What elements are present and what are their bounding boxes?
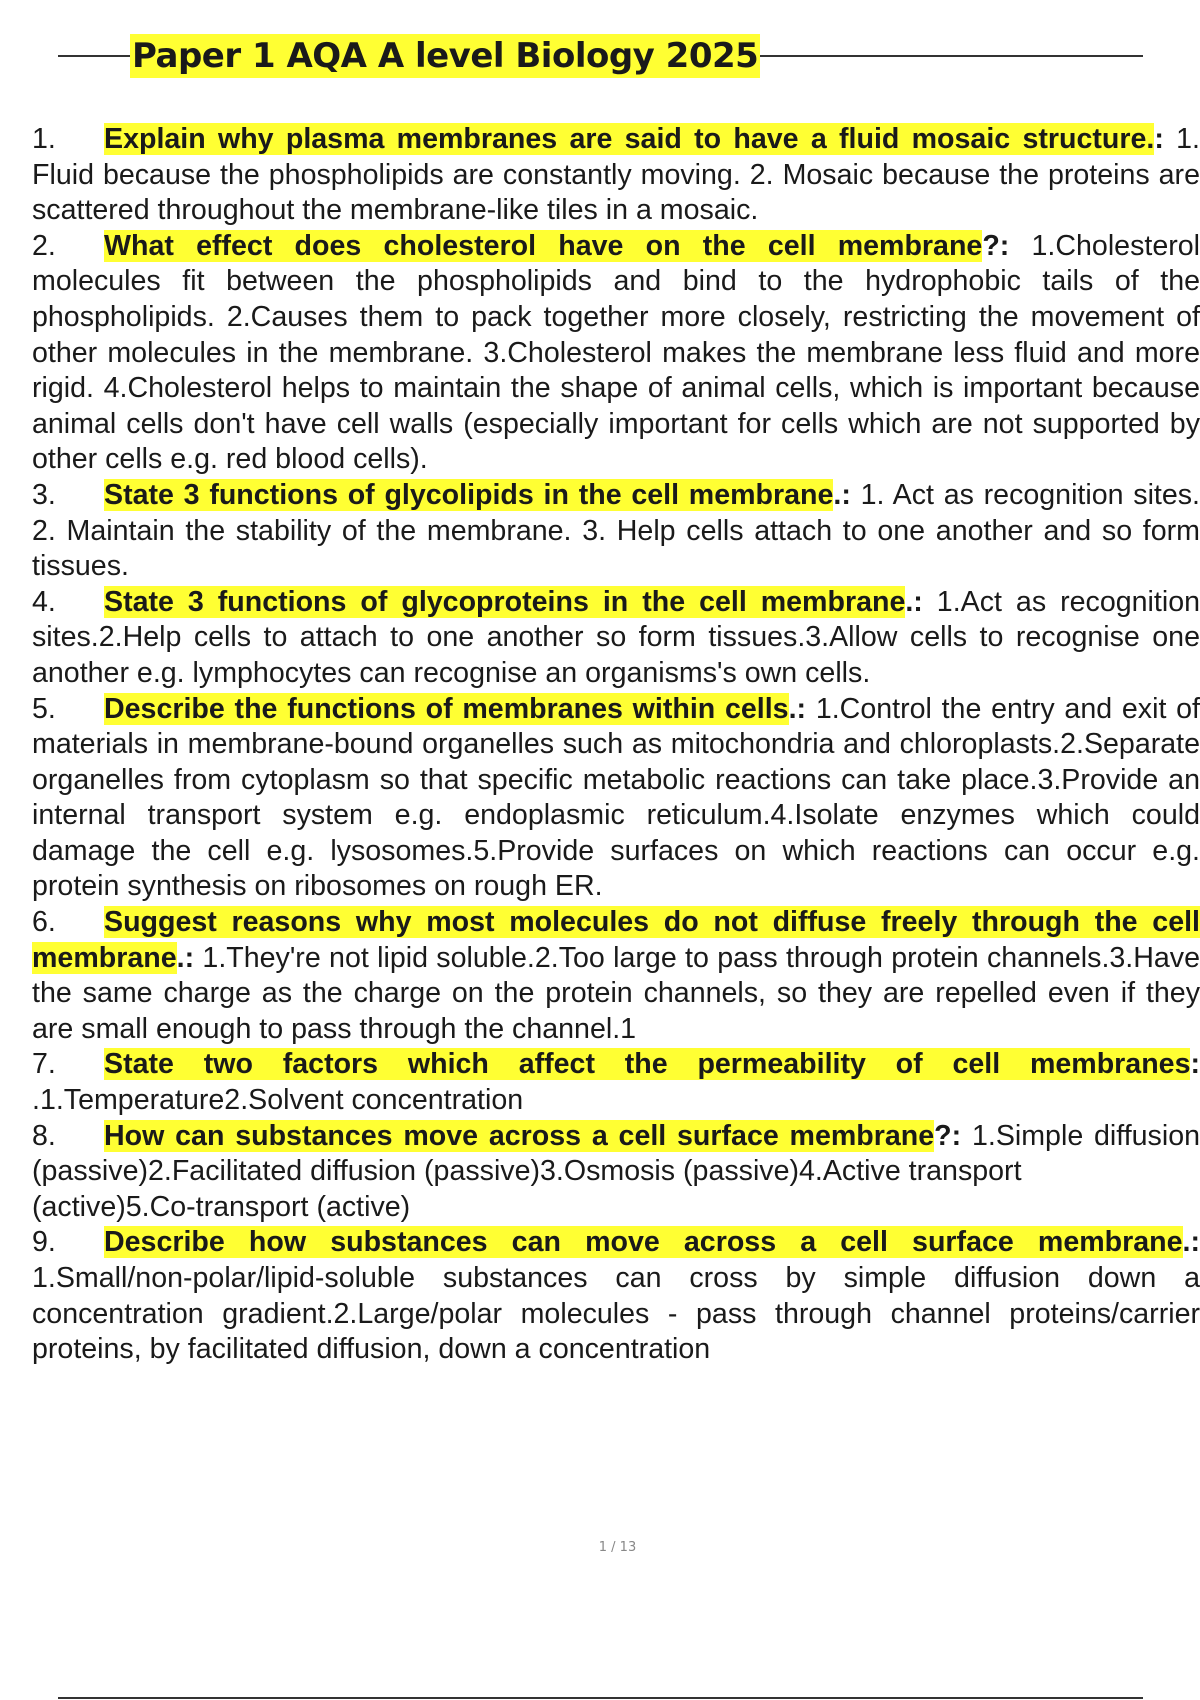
- question-number: 4.: [32, 585, 56, 618]
- answer-text: 1.They're not lipid soluble.2.Too large to pass through protein channels.3.Have the same charge as the charge on the protein channels, so they are repelled even if they are small enough to pass through the channel.1: [32, 941, 1200, 1045]
- question-text: State two factors which affect the permeability of cell membranes: [104, 1048, 1191, 1081]
- answer-text: 1. Fluid because the phospholipids are constantly moving. 2. Mosaic because the proteins are scattered throughout the membrane-like tiles in a mosaic.: [32, 123, 1200, 227]
- question-text: State 3 functions of glycolipids in the cell membrane: [104, 478, 834, 511]
- question-item-6: [32, 905, 1200, 1047]
- question-separator: .:: [833, 478, 851, 511]
- question-item-8: [32, 1119, 1200, 1226]
- page-indicator: 1 / 13: [598, 1540, 637, 1555]
- answer-text: 1.Act as recognition sites.2.Help cells to attach to one another so form tissues.3.Allow cells to recognise one another e.g. lymphocytes can recognise an organisms's own cells.: [32, 585, 1200, 689]
- answer-continued-text: (active)5.Co-transport (active): [32, 1190, 411, 1223]
- question-number: 2.: [32, 229, 56, 262]
- question-separator: ?:: [982, 229, 1010, 262]
- answer-text: 1.Cholesterol molecules fit between the phospholipids and bind to the hydrophobic tails of the phospholipids. 2.Causes them to pack together more closely, restricting the movement of other molecules in the membrane. 3.Cholesterol makes the membrane less fluid and more rigid. 4.Cholesterol helps to maintain the shape of animal cells, which is important because animal cells don't have cell walls (especially important for cells which are not supported by other cells e.g. red blood cells).: [32, 229, 1200, 476]
- question-text: Describe the functions of membranes within cells: [104, 692, 789, 725]
- question-separator: ?:: [934, 1119, 962, 1152]
- question-number: 7.: [32, 1048, 56, 1081]
- question-item-5: [32, 692, 1200, 906]
- question-number: 8.: [32, 1119, 56, 1152]
- document-body: [32, 122, 1200, 1368]
- answer-text: .1.Temperature2.Solvent concentration: [32, 1084, 524, 1117]
- question-item-4: [32, 585, 1200, 692]
- question-item-2: [32, 229, 1200, 478]
- title-rule-left: [58, 55, 130, 57]
- question-number: 3.: [32, 478, 56, 511]
- answer-text: 1.Control the entry and exit of materials in membrane-bound organelles such as mitochondria and chloroplasts.2.Separate organelles from cytoplasm so that specific metabolic reactions can take place.3.Provide an internal transport system e.g. endoplasmic reticulum.4.Isolate enzymes which could damage the cell e.g. lysosomes.5.Provide surfaces on which reactions can occur e.g. protein synthesis on ribosomes on rough ER.: [32, 692, 1200, 903]
- question-text: What effect does cholesterol have on the cell membrane: [104, 229, 983, 262]
- question-item-7: [32, 1047, 1200, 1118]
- question-separator: .:: [1182, 1226, 1200, 1259]
- question-text: Suggest reasons why most molecules do not diffuse freely through the cell membrane: [32, 906, 1200, 974]
- question-separator: .:: [176, 941, 195, 974]
- question-separator: .:: [788, 692, 807, 725]
- question-item-1: [32, 122, 1200, 229]
- question-number: 6.: [32, 906, 56, 939]
- question-item-3: [32, 478, 1200, 585]
- question-separator: :: [1190, 1048, 1200, 1081]
- question-text: How can substances move across a cell surface membrane: [104, 1119, 935, 1152]
- question-number: 1.: [32, 123, 56, 155]
- question-text: Explain why plasma membranes are said to have a fluid mosaic structure.: [104, 123, 1155, 155]
- question-number: 5.: [32, 692, 56, 725]
- page-title: Paper 1 AQA A level Biology 2025: [132, 36, 759, 76]
- answer-text: 1. Act as recognition sites. 2. Maintain the stability of the membrane. 3. Help cells attach to one another and so form tissues.: [32, 478, 1200, 583]
- question-number: 9.: [32, 1226, 56, 1259]
- answer-text: 1.Simple diffusion (passive)2.Facilitated diffusion (passive)3.Osmosis (passive)4.Active transport: [32, 1119, 1200, 1188]
- answer-text: 1.Small/non-polar/lipid-soluble substances can cross by simple diffusion down a concentration gradient.2.Large/polar molecules - pass through channel proteins/carrier proteins, by facilitated diffusion, down a concentration: [32, 1262, 1200, 1366]
- footer-rule: [58, 1697, 1143, 1699]
- question-item-9: [32, 1225, 1200, 1367]
- question-separator: :: [1154, 123, 1164, 155]
- title-row: [58, 30, 1143, 82]
- question-separator: .:: [905, 585, 923, 618]
- question-text: Describe how substances can move across a cell surface membrane: [104, 1226, 1183, 1259]
- title-rule-right: [760, 55, 1143, 57]
- question-text: State 3 functions of glycoproteins in the cell membrane: [104, 585, 906, 618]
